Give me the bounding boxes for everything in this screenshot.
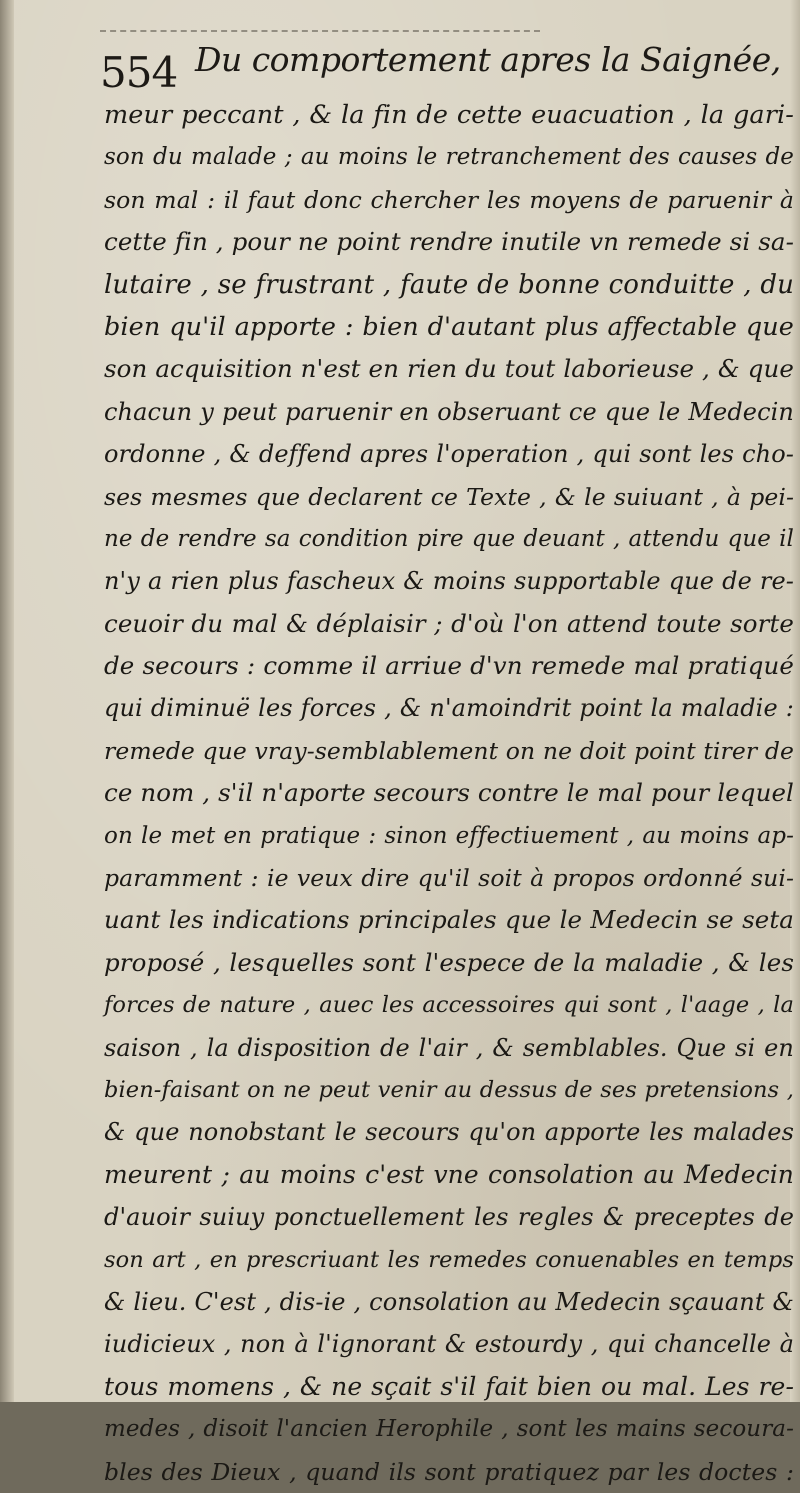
- text-line: remede que vray-semblablement on ne doit point tirer de: [104, 736, 794, 765]
- text-line: chacun y peut paruenir en obseruant ce que le Medecin: [104, 397, 794, 426]
- text-line: de secours : comme il arriue d'vn remede mal pratiqué: [104, 651, 794, 681]
- text-line: ordonne , & deffend apres l'operation , qui sont les cho-: [104, 440, 794, 469]
- text-line: lutaire , se frustrant , faute de bonne conduitte , du: [104, 269, 794, 300]
- text-line: paramment : ie veux dire qu'il soit à propos ordonné sui-: [104, 864, 794, 893]
- printer-marks: [100, 30, 540, 38]
- text-line: n'y a rien plus fascheux & moins supportable que de re-: [104, 567, 794, 596]
- text-line: ceuoir du mal & déplaisir ; d'où l'on attend toute sorte: [104, 608, 794, 638]
- text-line: bien qu'il apporte : bien d'autant plus affectable que: [104, 311, 794, 342]
- text-line: son acquisition n'est en rien du tout laborieuse , & que: [104, 354, 794, 384]
- text-line: proposé , lesquelles sont l'espece de la maladie , & les: [104, 947, 794, 977]
- running-head: Du comportement apres la Saignée,: [195, 40, 781, 79]
- text-line: son mal : il faut donc chercher les moyens de paruenir à: [104, 185, 794, 214]
- text-line: ses mesmes que declarent ce Texte , & le suiuant , à pei-: [104, 482, 794, 511]
- text-line: iudicieux , non à l'ignorant & estourdy , qui chancelle à: [104, 1330, 794, 1359]
- text-line: forces de nature , auec les accessoires qui sont , l'aage , la: [104, 992, 794, 1019]
- text-line: bles des Dieux , quand ils sont pratiquez par les doctes :: [104, 1457, 794, 1486]
- text-line: uant les indications principales que le Medecin se seta: [104, 905, 794, 935]
- text-line: d'auoir suiuy ponctuellement les regles & preceptes de: [104, 1203, 794, 1232]
- text-line: son du malade ; au moins le retranchement des causes de: [104, 144, 794, 171]
- text-line: & lieu. C'est , dis-ie , consolation au Medecin sçauant &: [104, 1287, 794, 1316]
- binding-gutter: [0, 0, 14, 1402]
- text-line: qui diminuë les forces , & n'amoindrit point la maladie :: [104, 694, 794, 723]
- body-text: [104, 94, 794, 1493]
- text-line: ne de rendre sa condition pire que deuant , attendu que il: [104, 525, 794, 552]
- text-line: ce nom , s'il n'aporte secours contre le mal pour lequel: [104, 778, 794, 808]
- page-number: 554: [100, 48, 178, 97]
- text-line: meur peccant , & la fin de cette euacuation , la gari-: [104, 100, 794, 130]
- text-line: tous momens , & ne sçait s'il fait bien ou mal. Les re-: [104, 1371, 794, 1401]
- text-line: cette fin , pour ne point rendre inutile vn remede si sa-: [104, 227, 794, 257]
- page-header: [100, 40, 790, 100]
- text-line: son art , en prescriuant les remedes conuenables en temps: [104, 1246, 794, 1273]
- text-line: bien-faisant on ne peut venir au dessus de ses pretensions ,: [104, 1076, 794, 1103]
- text-line: & que nonobstant le secours qu'on apporte les malades: [104, 1118, 794, 1147]
- text-line: saison , la disposition de l'air , & semblables. Que si en: [104, 1033, 794, 1062]
- text-line: meurent ; au moins c'est vne consolation au Medecin: [104, 1159, 794, 1189]
- text-line: on le met en pratique : sinon effectiuement , au moins ap-: [104, 822, 794, 849]
- text-line: medes , disoit l'ancien Herophile , sont les mains secoura-: [104, 1416, 794, 1443]
